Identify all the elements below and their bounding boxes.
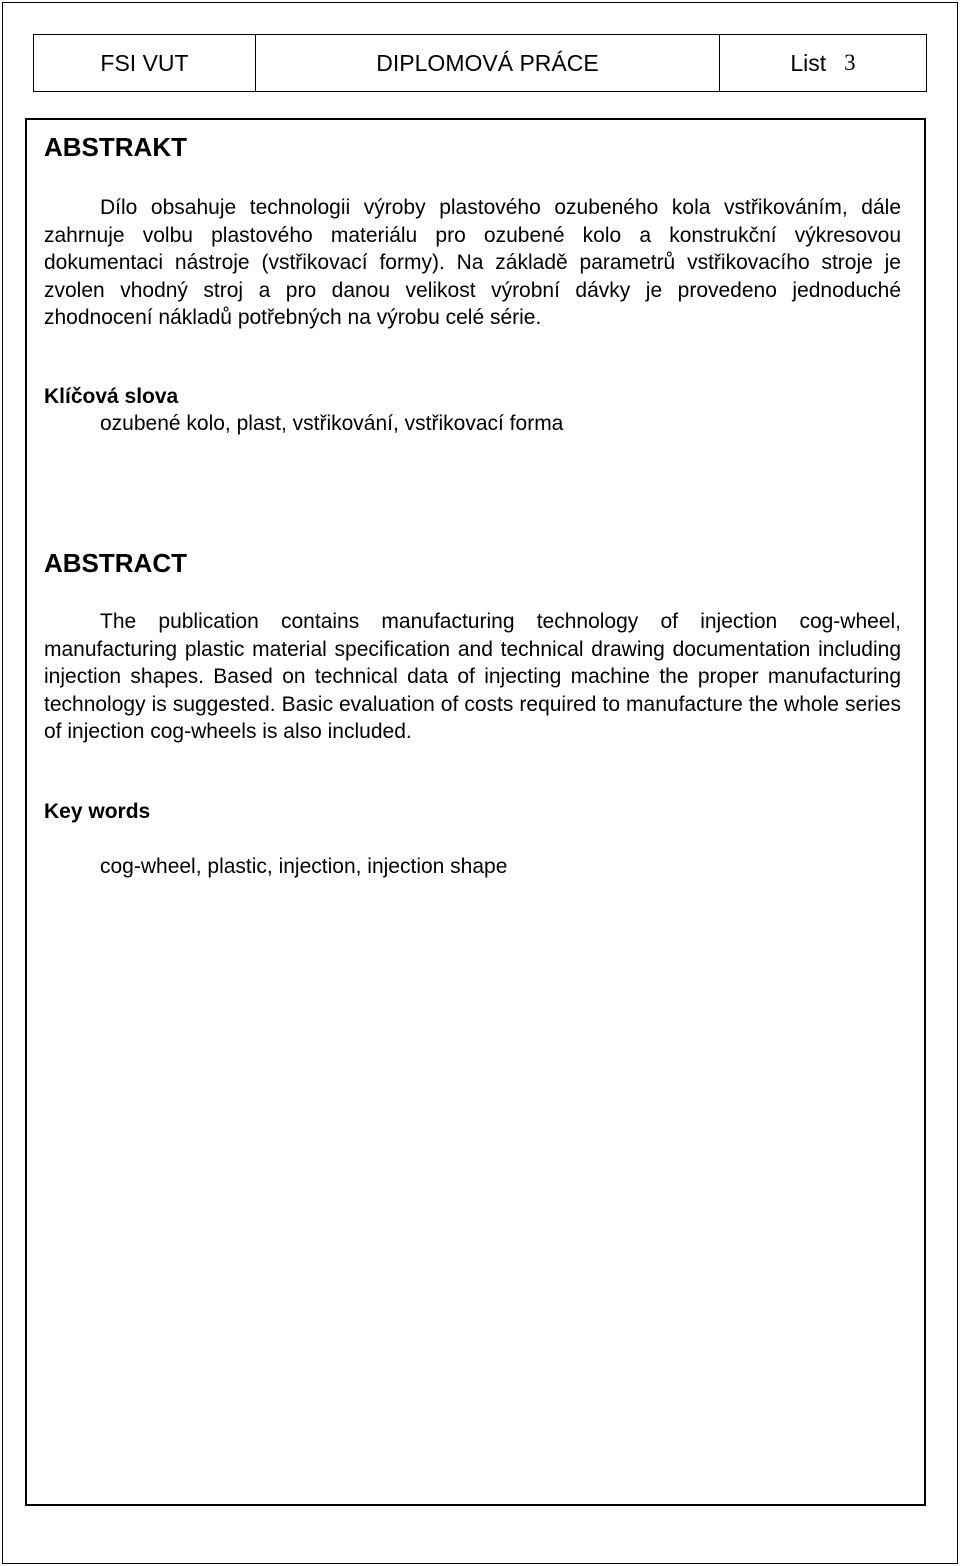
page-header: [33, 34, 927, 92]
header-list-label: List: [790, 49, 827, 76]
keywords-en-label: Key words: [44, 800, 151, 823]
abstract-en-heading: ABSTRACT: [44, 548, 187, 578]
header-doc-type: DIPLOMOVÁ PRÁCE: [255, 35, 719, 91]
abstract-cz-text-block: [44, 194, 901, 332]
abstract-en-text: The publication contains manufacturing technology of injection cog-wheel, manufacturing plastic material specification and technical drawing documentation including injection shapes. Based on technical data of injecting machine the proper manufacturing technology is suggested. Basic evaluation of costs required to manufacture the whole series of injection cog-wheels is also included.: [44, 610, 901, 743]
header-page-number: 3: [844, 50, 856, 75]
abstract-cz-heading: ABSTRAKT: [44, 132, 187, 162]
keywords-cz: ozubené kolo, plast, vstřikování, vstřikovací forma: [100, 412, 564, 435]
abstract-en-text-block: [44, 608, 901, 746]
keywords-cz-label: Klíčová slova: [44, 385, 179, 408]
header-page-info: [719, 35, 926, 91]
abstract-cz-text: Dílo obsahuje technologii výroby plastového ozubeného kola vstřikováním, dále zahrnuje volbu plastového materiálu pro ozubené kolo a konstrukční výkresovou dokumentaci nástroje (vstřikovací formy). Na základě parametrů vstřikovacího stroje je zvolen vhodný stroj a pro danou velikost výrobní dávky je provedeno jednoduché zhodnocení nákladů potřebných na výrobu celé série.: [44, 196, 901, 329]
header-institution: FSI VUT: [100, 49, 189, 76]
keywords-en: cog-wheel, plastic, injection, injection shape: [100, 855, 508, 878]
